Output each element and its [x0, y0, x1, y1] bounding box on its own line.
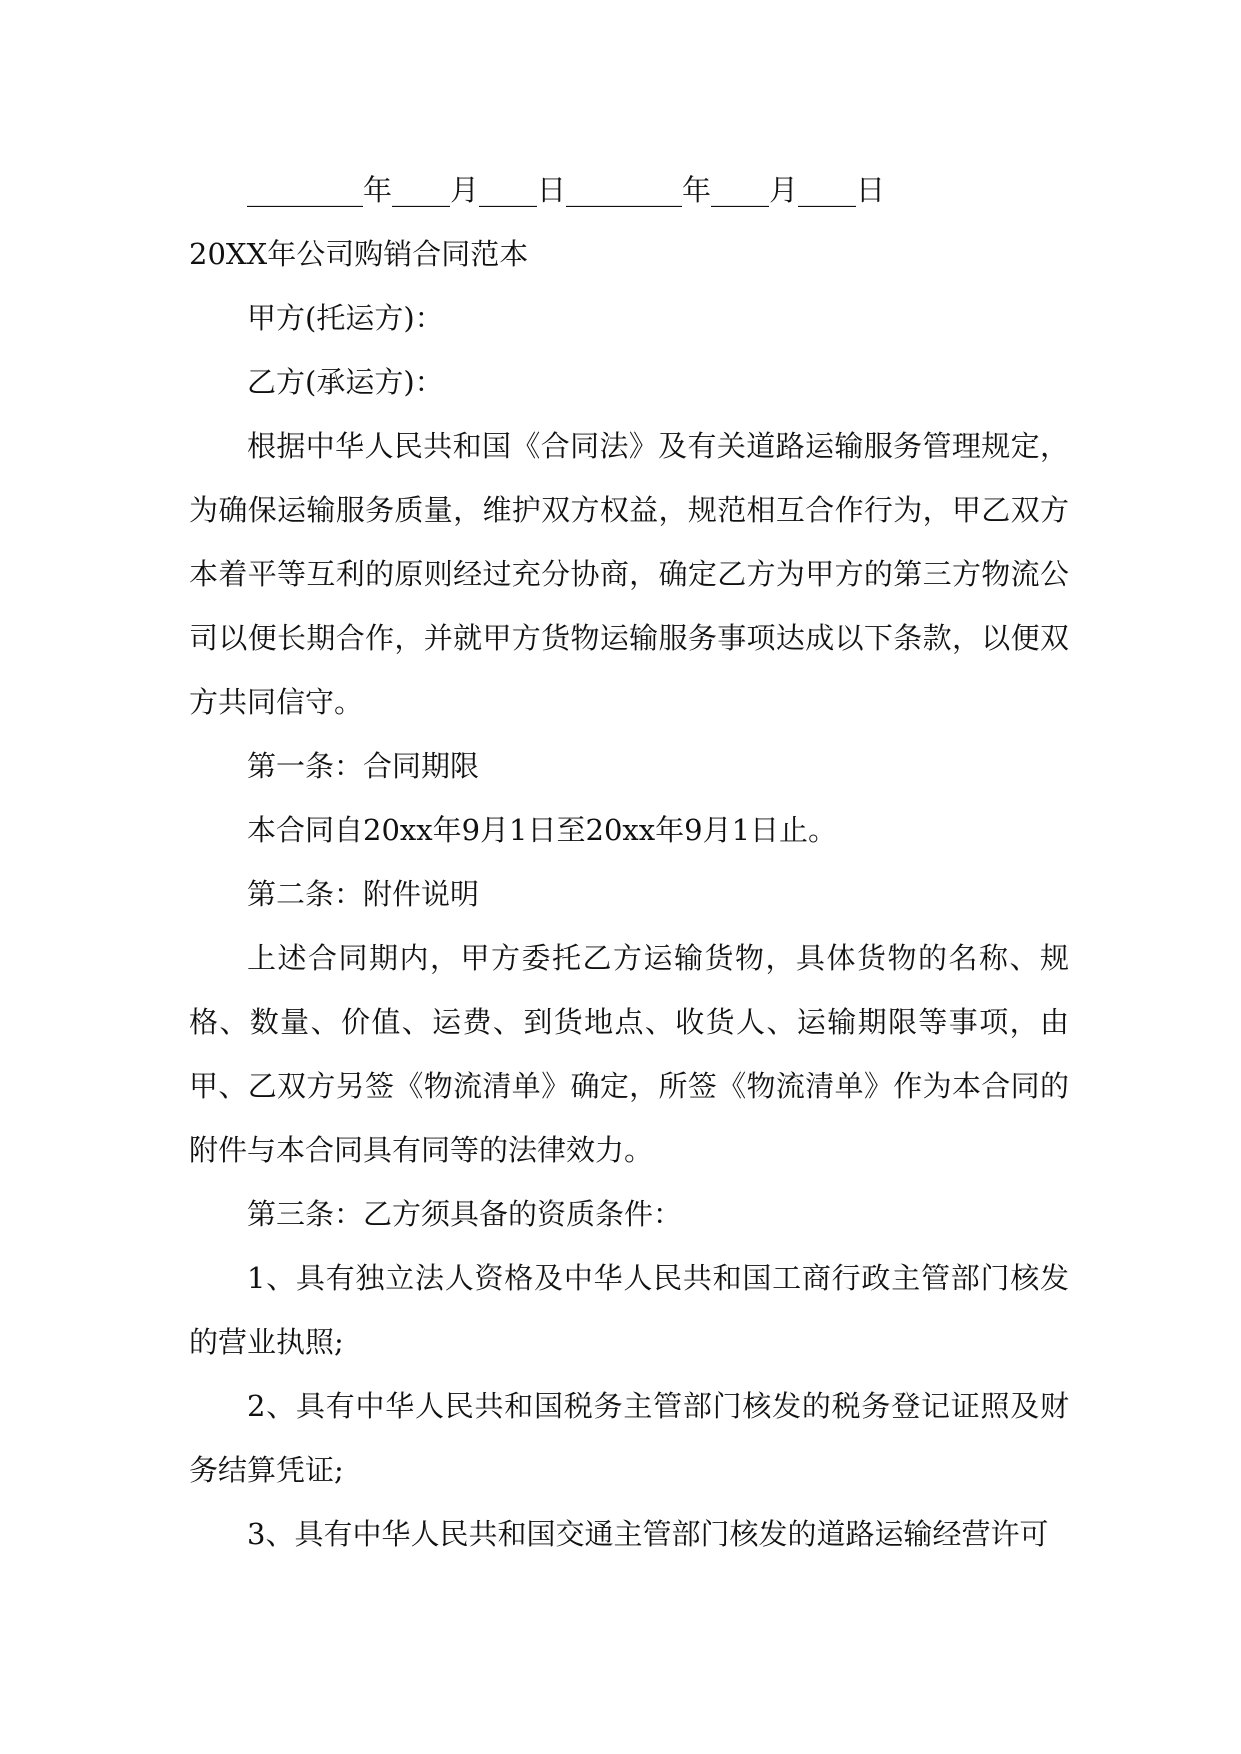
- article-1-heading: 第一条：合同期限: [247, 749, 480, 783]
- article-2-heading: 第二条：附件说明: [247, 877, 480, 911]
- article-2-body: 上述合同期内，甲方委托乙方运输货物，具体货物的名称、规格、数量、价值、运费、到货地点、收货人、运输期限等事项，由甲、乙双方另签《物流清单》确定，所签《物流清单》作为本合同的附件与本合同具有同等的法律效力。: [189, 941, 1069, 1167]
- article-3-heading: 第三条：乙方须具备的资质条件：: [247, 1197, 683, 1231]
- party-b-line: 乙方(承运方)：: [247, 365, 444, 399]
- article-3-item-1: 1、具有独立法人资格及中华人民共和国工商行政主管部门核发的营业执照;: [189, 1261, 1069, 1359]
- document-body: [189, 158, 1069, 1566]
- article-1-body: 本合同自20xx年9月1日至20xx年9月1日止。: [247, 813, 838, 847]
- preamble-paragraph: 根据中华人民共和国《合同法》及有关道路运输服务管理规定，为确保运输服务质量，维护双方权益，规范相互合作行为，甲乙双方本着平等互利的原则经过充分协商，确定乙方为甲方的第三方物流公司以便长期合作，并就甲方货物运输服务事项达成以下条款，以便双方共同信守。: [189, 429, 1069, 719]
- party-a-line: 甲方(托运方)：: [247, 301, 444, 335]
- article-3-item-3: 3、具有中华人民共和国交通主管部门核发的道路运输经营许可: [247, 1517, 1049, 1551]
- article-3-item-2: 2、具有中华人民共和国税务主管部门核发的税务登记证照及财务结算凭证;: [189, 1389, 1069, 1487]
- date-line: ________年____月____日________年____月____日: [247, 173, 886, 207]
- document-title: 20XX年公司购销合同范本: [189, 237, 529, 271]
